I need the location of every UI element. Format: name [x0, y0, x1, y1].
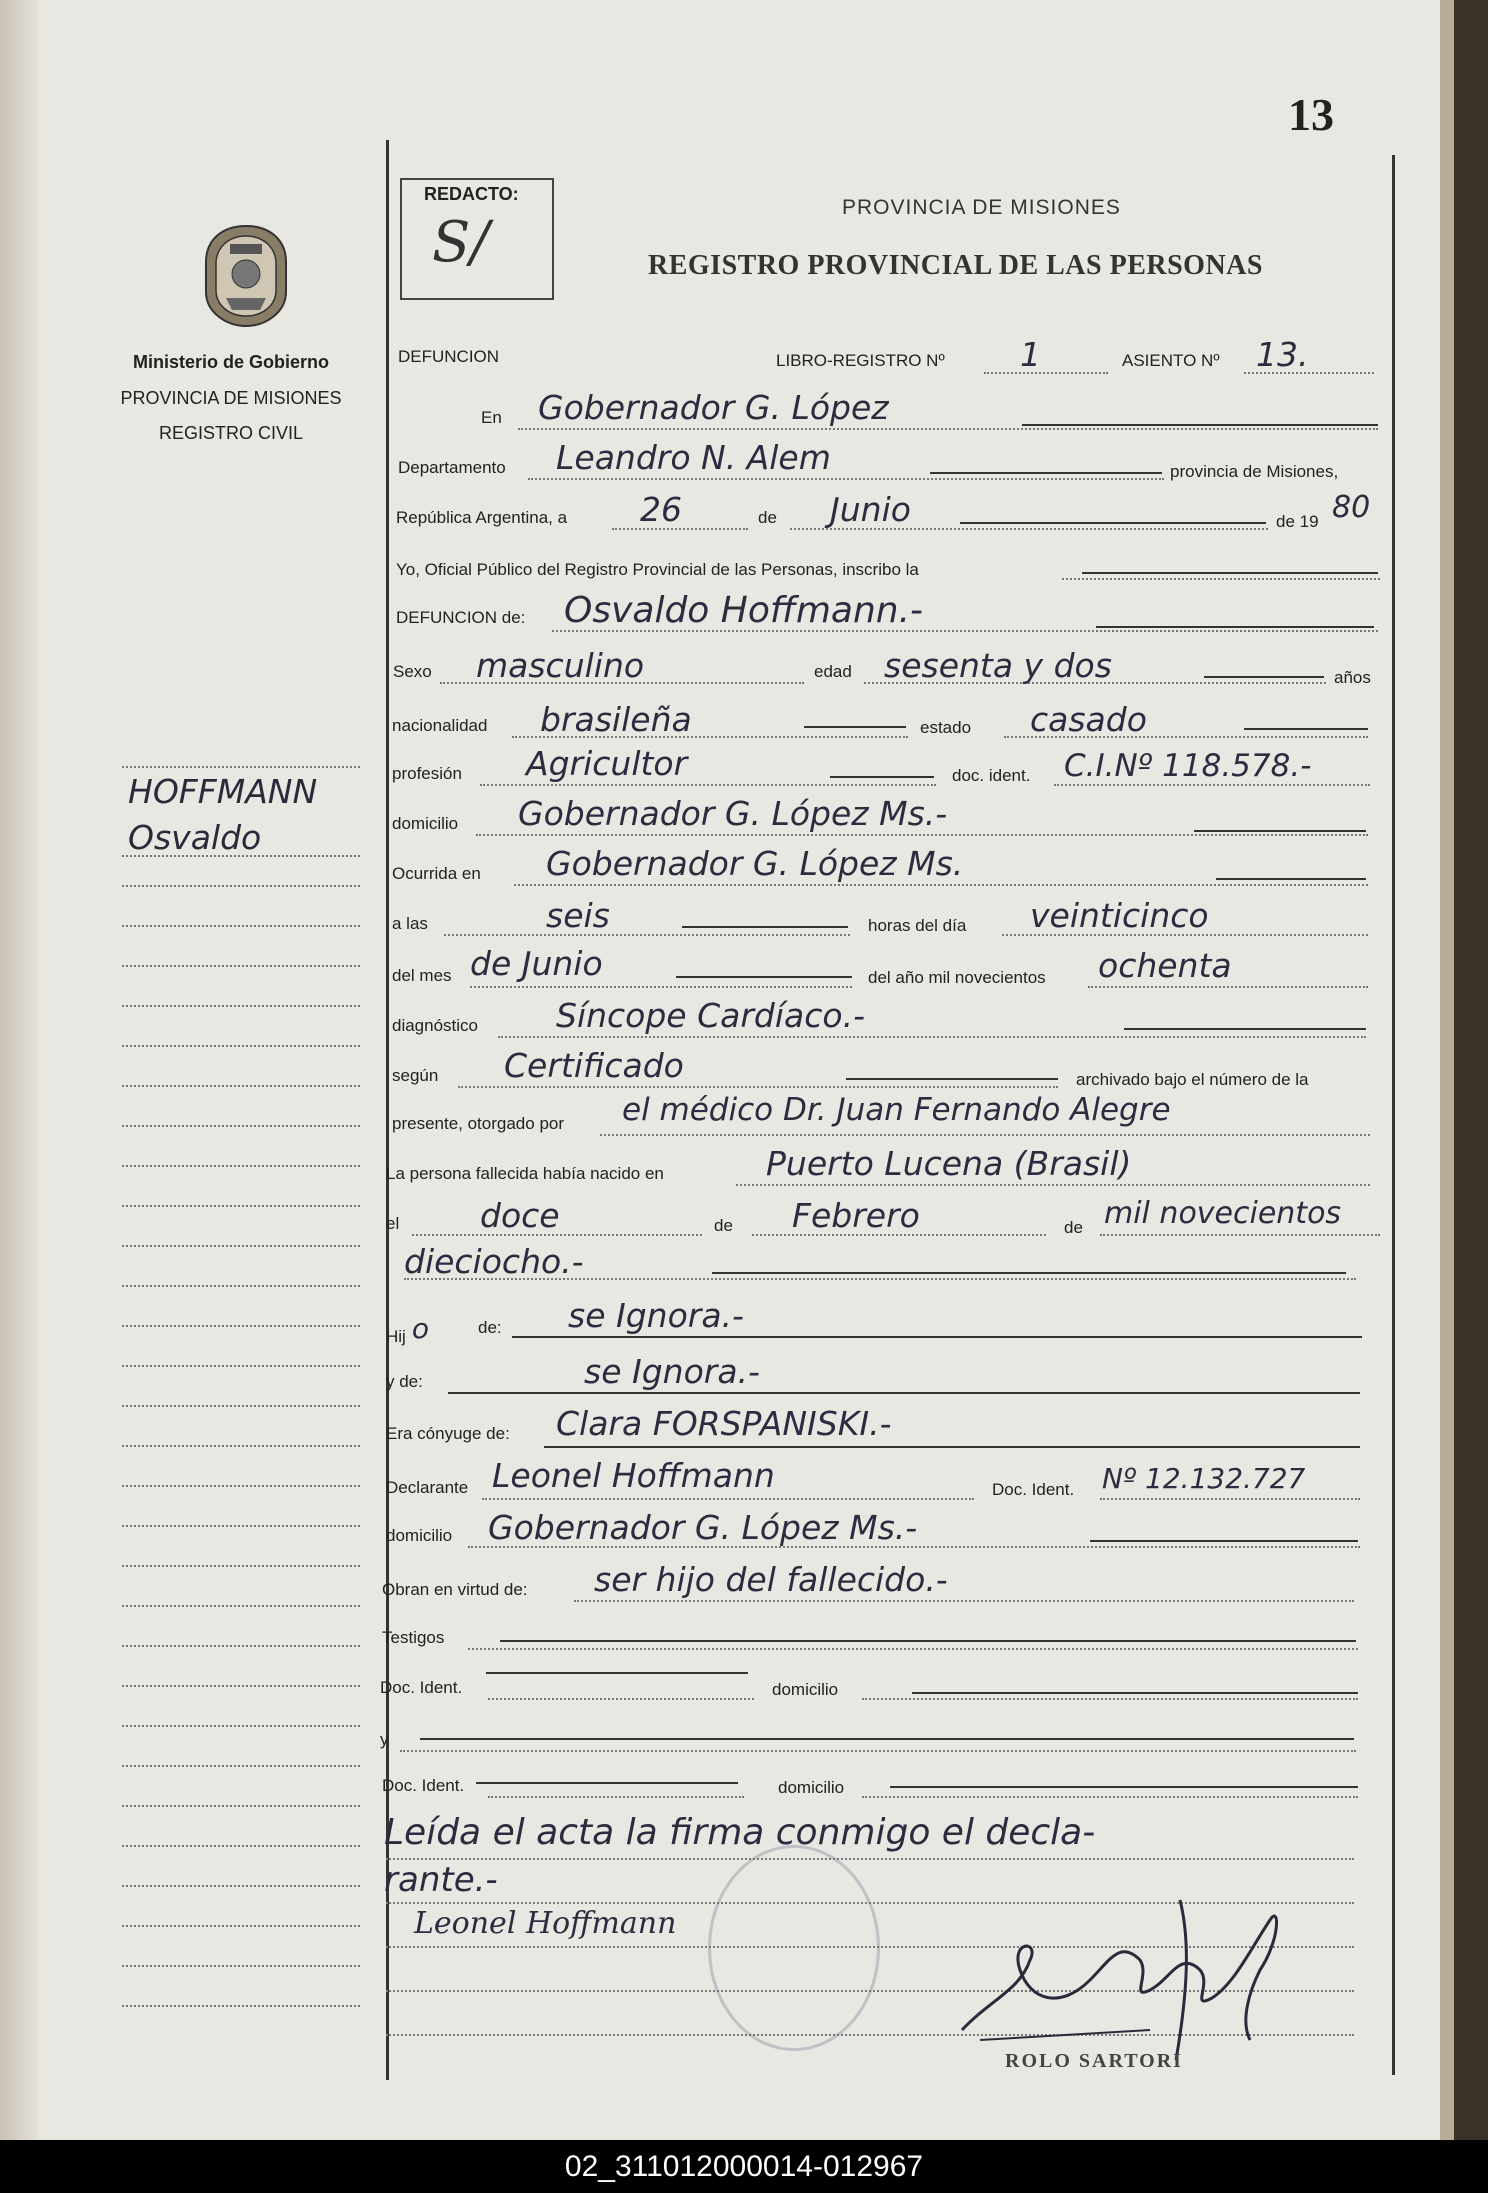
- horas-label: horas del día: [868, 916, 967, 935]
- domicilio-dots: [476, 834, 1368, 836]
- hijo-de-label: de:: [478, 1318, 502, 1337]
- departamento-dash: [930, 472, 1162, 474]
- closing-line1: Leída el acta la firma conmigo el decla-: [384, 1812, 1096, 1853]
- delmes-dots: [470, 986, 852, 988]
- el-year-de-label: de: [1064, 1218, 1083, 1237]
- testigos-label: Testigos: [382, 1628, 445, 1647]
- nacido-label: La persona fallecida había nacido en: [386, 1164, 664, 1183]
- doc-ident-value: C.I.Nº 118.578.-: [1064, 748, 1312, 784]
- testigos-dots: [468, 1648, 1358, 1650]
- departamento-value: Leandro N. Alem: [556, 438, 831, 477]
- domicilio2-value: Gobernador G. López Ms.-: [488, 1508, 918, 1547]
- alas-value: seis: [546, 896, 610, 935]
- declarante-dots: [482, 1498, 974, 1500]
- presente-label: presente, otorgado por: [392, 1114, 565, 1133]
- doc-ident3-label: Doc. Ident.: [380, 1678, 463, 1697]
- margin-rule: [122, 1205, 360, 1207]
- doc-ident4-label: Doc. Ident.: [382, 1776, 465, 1795]
- el-label: el: [386, 1214, 400, 1233]
- domicilio3-dots: [862, 1698, 1358, 1700]
- yo-dots: [1062, 578, 1380, 580]
- registry-stamp-icon: [708, 1845, 880, 2051]
- edad-dash: [1204, 676, 1324, 678]
- conyuge-value: Clara FORSPANISKI.-: [556, 1404, 892, 1443]
- edad-label: edad: [814, 662, 852, 681]
- ministry-line2: PROVINCIA DE MISIONES: [120, 388, 342, 408]
- diagnostico-dots: [498, 1036, 1366, 1038]
- header-province: PROVINCIA DE MISIONES: [842, 196, 1121, 219]
- domicilio2-dash: [1090, 1540, 1358, 1542]
- margin-rule: [122, 1285, 360, 1287]
- official-name: ROLO SARTORI: [1005, 2050, 1183, 2072]
- domicilio3-label: domicilio: [772, 1680, 839, 1699]
- closing-line2: rante.-: [384, 1860, 498, 1900]
- nacido-value: Puerto Lucena (Brasil): [766, 1144, 1132, 1183]
- profesion-dots: [480, 784, 936, 786]
- margin-rule: [122, 1925, 360, 1927]
- margin-rule: [122, 1645, 360, 1647]
- margin-surname: HOFFMANN: [128, 772, 318, 811]
- delmes-value: de Junio: [470, 944, 603, 983]
- book-spine: [0, 0, 38, 2140]
- horas-value: veinticinco: [1030, 896, 1209, 935]
- redacto-label: REDACTO:: [424, 184, 519, 204]
- declarant-signature: Leonel Hoffmann: [414, 1906, 677, 1941]
- provincia-label: provincia de Misiones,: [1170, 462, 1339, 481]
- domicilio2-label: domicilio: [386, 1526, 453, 1545]
- margin-rule: [122, 1525, 360, 1527]
- doc-ident-dots: [1054, 784, 1370, 786]
- doc-ident2-dots: [1100, 1498, 1360, 1500]
- hijo-suffix: o: [411, 1312, 429, 1345]
- archivado-label: archivado bajo el número de la: [1076, 1070, 1309, 1089]
- estado-label: estado: [920, 718, 972, 737]
- ocurrida-label: Ocurrida en: [392, 864, 481, 883]
- year-prefix-label: de 19: [1276, 512, 1319, 531]
- continuation-value: dieciocho.-: [404, 1242, 584, 1281]
- month-de-label: de: [758, 508, 777, 527]
- redacto-initial: S/: [432, 210, 490, 275]
- margin-rule: [122, 1725, 360, 1727]
- el-year-dots: [1100, 1234, 1380, 1236]
- margin-rule: [122, 1085, 360, 1087]
- conyuge-label: Era cónyuge de:: [386, 1424, 510, 1443]
- republica-label: República Argentina, a: [396, 508, 568, 527]
- margin-rule: [122, 1565, 360, 1567]
- margin-rule: [122, 1125, 360, 1127]
- doc-ident4-dash: [476, 1782, 738, 1784]
- profesion-label: profesión: [392, 764, 462, 783]
- margin-rule: [122, 1685, 360, 1687]
- edad-value: sesenta y dos: [884, 646, 1112, 685]
- asiento-value: 13.: [1256, 335, 1309, 374]
- hijo-de-value: se Ignora.-: [568, 1296, 744, 1335]
- ocurrida-value: Gobernador G. López Ms.: [546, 844, 964, 883]
- libro-label: LIBRO-REGISTRO Nº: [776, 351, 945, 370]
- diagnostico-value: Síncope Cardíaco.-: [556, 996, 866, 1035]
- margin-rule: [122, 1245, 360, 1247]
- defuncion-de-value: Osvaldo Hoffmann.-: [564, 590, 924, 631]
- margin-rule: [122, 925, 360, 927]
- y-dash: [420, 1738, 1354, 1740]
- delano-value: ochenta: [1098, 946, 1232, 985]
- profesion-value: Agricultor: [526, 744, 688, 783]
- header-registry: REGISTRO PROVINCIAL DE LAS PERSONAS: [648, 250, 1263, 281]
- alas-dash: [682, 926, 848, 928]
- yo-dash: [1082, 572, 1378, 574]
- yde-line: [448, 1392, 1360, 1394]
- domicilio4-dots: [862, 1796, 1358, 1798]
- domicilio3-dash: [912, 1692, 1358, 1694]
- estado-value: casado: [1030, 700, 1147, 739]
- margin-rule: [122, 766, 360, 768]
- segun-dash: [846, 1078, 1058, 1080]
- obran-label: Obran en virtud de:: [382, 1580, 528, 1599]
- record-type-label: DEFUNCION: [398, 347, 500, 366]
- yde-value: se Ignora.-: [584, 1352, 760, 1391]
- margin-rule: [122, 1805, 360, 1807]
- domicilio4-dash: [890, 1786, 1358, 1788]
- el-value: doce: [480, 1196, 560, 1235]
- doc-ident3-dots: [488, 1698, 754, 1700]
- margin-rule: [122, 1845, 360, 1847]
- libro-dots: [984, 372, 1108, 374]
- segun-label: según: [392, 1066, 439, 1085]
- declarante-label: Declarante: [386, 1478, 469, 1497]
- right-frame-line: [1392, 155, 1395, 2075]
- presente-dots: [600, 1134, 1370, 1136]
- el-de-label: de: [714, 1216, 733, 1235]
- margin-rule: [122, 1965, 360, 1967]
- provincial-seal-icon: [200, 222, 292, 330]
- declarante-value: Leonel Hoffmann: [492, 1456, 775, 1495]
- anos-label: años: [1334, 668, 1371, 687]
- margin-rule: [122, 1325, 360, 1327]
- domicilio-value: Gobernador G. López Ms.-: [518, 794, 948, 833]
- margin-rule: [122, 1045, 360, 1047]
- continuation-dash: [712, 1272, 1346, 1274]
- doc-ident-label: doc. ident.: [952, 766, 1031, 785]
- year-value: 80: [1332, 490, 1371, 525]
- margin-rule: [122, 1765, 360, 1767]
- domicilio4-label: domicilio: [778, 1778, 845, 1797]
- margin-rule: [122, 1445, 360, 1447]
- hijo-label: [386, 1312, 429, 1349]
- libro-value: 1: [1020, 335, 1041, 374]
- departamento-label: Departamento: [398, 458, 506, 477]
- el-month-value: Febrero: [792, 1196, 920, 1235]
- defuncion-de-dash: [1096, 626, 1374, 628]
- nacionalidad-dash: [804, 726, 906, 728]
- domicilio-label: domicilio: [392, 814, 459, 833]
- ministry-line3: REGISTRO CIVIL: [158, 423, 304, 443]
- doc-ident2-value: Nº 12.132.727: [1102, 1462, 1306, 1495]
- sexo-label: Sexo: [393, 662, 432, 681]
- sexo-value: masculino: [476, 646, 645, 685]
- yde-label: y de:: [386, 1372, 423, 1391]
- en-dots: [518, 428, 1378, 430]
- month-dash: [960, 522, 1266, 524]
- margin-rule: [122, 1405, 360, 1407]
- margin-given-name: Osvaldo: [128, 818, 262, 857]
- segun-dots: [458, 1086, 1058, 1088]
- doc-ident2-label: Doc. Ident.: [992, 1480, 1075, 1499]
- day-value: 26: [640, 490, 682, 529]
- footer-id: 02_311012000014-012967: [0, 2140, 1488, 2193]
- margin-rule: [122, 1365, 360, 1367]
- presente-value: el médico Dr. Juan Fernando Alegre: [622, 1092, 1171, 1128]
- departamento-dots: [528, 478, 1164, 480]
- delano-dots: [1088, 986, 1368, 988]
- delmes-dash: [676, 976, 852, 978]
- y-dots: [400, 1750, 1356, 1752]
- month-value: Junio: [830, 490, 911, 529]
- segun-value: Certificado: [504, 1046, 684, 1085]
- obran-dots: [574, 1600, 1354, 1602]
- margin-rule: [122, 1605, 360, 1607]
- margin-rule: [122, 1005, 360, 1007]
- delano-label: del año mil novecientos: [868, 968, 1046, 987]
- hijo-de-line: [512, 1336, 1362, 1338]
- alas-dots: [444, 934, 850, 936]
- margin-rule: [122, 1485, 360, 1487]
- asiento-label: ASIENTO Nº: [1122, 351, 1220, 370]
- profesion-dash: [830, 776, 934, 778]
- en-dash: [1022, 424, 1378, 426]
- el-year-value: mil novecientos: [1104, 1196, 1342, 1231]
- conyuge-line: [544, 1446, 1360, 1448]
- defuncion-de-label: DEFUNCION de:: [396, 608, 526, 627]
- delmes-label: del mes: [392, 966, 452, 985]
- doc-ident4-dots: [488, 1796, 744, 1798]
- margin-rule: [122, 855, 360, 857]
- margin-rule: [122, 965, 360, 967]
- margin-rule: [122, 885, 360, 887]
- official-signature-icon: [950, 1880, 1310, 2070]
- yo-text: Yo, Oficial Público del Registro Provincial de las Personas, inscribo la: [396, 560, 919, 579]
- obran-value: ser hijo del fallecido.-: [594, 1560, 948, 1599]
- ministry-line1: Ministerio de Gobierno: [132, 352, 329, 372]
- redacto-box: [400, 178, 554, 300]
- nacionalidad-value: brasileña: [540, 700, 692, 739]
- en-label: En: [481, 408, 502, 427]
- nacido-dots: [736, 1184, 1370, 1186]
- testigos-dash: [500, 1640, 1356, 1642]
- margin-rule: [122, 2005, 360, 2007]
- diagnostico-dash: [1124, 1028, 1366, 1030]
- y-label: y: [380, 1730, 389, 1749]
- doc-ident3-dash: [486, 1672, 748, 1674]
- en-value: Gobernador G. López: [538, 388, 889, 427]
- margin-rule: [122, 1885, 360, 1887]
- alas-label: a las: [392, 914, 428, 933]
- margin-rule: [122, 1165, 360, 1167]
- page-number: 13: [1288, 89, 1334, 140]
- hijo-label-text: Hij: [386, 1327, 406, 1346]
- closing-dots-1: [386, 1858, 1354, 1860]
- ocurrida-dots: [514, 884, 1368, 886]
- nacionalidad-label: nacionalidad: [392, 716, 488, 735]
- domicilio-dash: [1194, 830, 1366, 832]
- estado-dash: [1244, 728, 1368, 730]
- ocurrida-dash: [1216, 878, 1366, 880]
- diagnostico-label: diagnóstico: [392, 1016, 479, 1035]
